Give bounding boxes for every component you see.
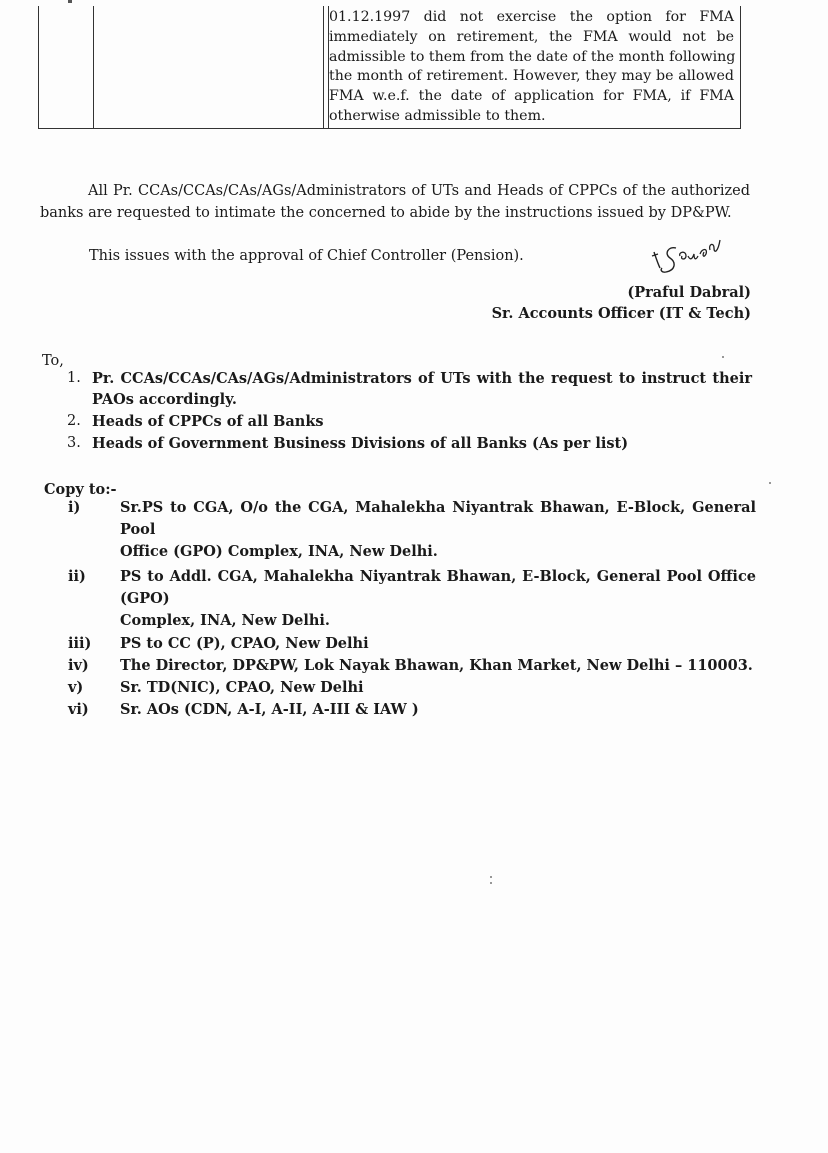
list-number: i) <box>68 499 81 516</box>
list-item-text: Heads of CPPCs of all Banks <box>92 413 324 430</box>
list-item <box>60 633 756 655</box>
list-item-text: Office (GPO) Complex, INA, New Delhi. <box>120 543 438 560</box>
instruction-paragraph <box>40 180 750 224</box>
list-item-text: Sr.PS to CGA, O/o the CGA, Mahalekha Niyantrak Bhawan, E-Block, General Pool <box>120 499 756 538</box>
copy-to-list <box>60 497 756 721</box>
list-number: ii) <box>68 568 86 585</box>
list-item-text: PS to CC (P), CPAO, New Delhi <box>120 635 369 652</box>
table-column-divider <box>93 6 94 128</box>
to-label: To, <box>42 353 64 369</box>
list-number: vi) <box>68 701 89 718</box>
list-number: 3. <box>67 435 81 451</box>
scan-speck <box>490 882 492 884</box>
table-cell-line: immediately on retirement, the FMA would not be <box>329 28 734 45</box>
list-number: v) <box>68 679 84 696</box>
scan-speck <box>769 482 771 484</box>
signatory-title: Sr. Accounts Officer (IT & Tech) <box>491 305 751 322</box>
fma-table-fragment <box>38 6 741 129</box>
list-item <box>62 411 752 432</box>
table-cell-line: the month of retirement. However, they may be allowed <box>329 68 734 85</box>
list-item-text: Sr. TD(NIC), CPAO, New Delhi <box>120 679 364 696</box>
list-item <box>60 497 756 563</box>
table-cell-line: admissible to them from the date of the month following <box>329 48 736 65</box>
list-item-text: PS to Addl. CGA, Mahalekha Niyantrak Bhawan, E-Block, General Pool Office (GPO) <box>120 568 756 607</box>
table-cell-text <box>329 8 734 127</box>
list-item <box>60 699 756 721</box>
scan-speck <box>490 876 492 878</box>
list-number: 2. <box>67 413 81 429</box>
signatory-name: (Praful Dabral) <box>627 284 751 301</box>
scan-mark <box>68 0 72 3</box>
handwritten-signature <box>646 234 726 280</box>
list-number: iv) <box>68 657 89 674</box>
approval-paragraph: This issues with the approval of Chief Controller (Pension). <box>89 248 524 264</box>
list-item-text: PAOs accordingly. <box>92 391 237 408</box>
list-item-text: Complex, INA, New Delhi. <box>120 612 330 629</box>
list-item-text: Pr. CCAs/CCAs/CAs/AGs/Administrators of UTs with the request to instruct their <box>92 370 752 387</box>
copy-to-label: Copy to:- <box>44 481 117 498</box>
list-item-text: Sr. AOs (CDN, A-I, A-II, A-III & IAW ) <box>120 701 419 718</box>
list-number: iii) <box>68 635 92 652</box>
list-item <box>60 566 756 632</box>
scan-speck <box>722 356 724 358</box>
list-item-text: Heads of Government Business Divisions of all Banks (As per list) <box>92 435 629 452</box>
list-item <box>62 433 752 454</box>
list-item-text: The Director, DP&PW, Lok Nayak Bhawan, Khan Market, New Delhi – 110003. <box>120 657 753 674</box>
list-item <box>60 655 756 677</box>
paragraph-line: All Pr. CCAs/CCAs/CAs/AGs/Administrators of UTs and Heads of CPPCs of the authorized <box>88 183 750 199</box>
paragraph-line: banks are requested to intimate the concerned to abide by the instructions issued by DP&PW. <box>40 205 732 221</box>
table-cell-line: FMA w.e.f. the date of application for FMA, if FMA <box>329 88 734 105</box>
table-cell-line: 01.12.1997 did not exercise the option for FMA <box>329 9 734 25</box>
table-column-divider <box>323 6 324 128</box>
recipient-list <box>62 368 752 455</box>
list-number: 1. <box>67 370 81 386</box>
table-cell-line: otherwise admissible to them. <box>329 107 546 124</box>
list-item <box>62 368 752 410</box>
list-item <box>60 677 756 699</box>
